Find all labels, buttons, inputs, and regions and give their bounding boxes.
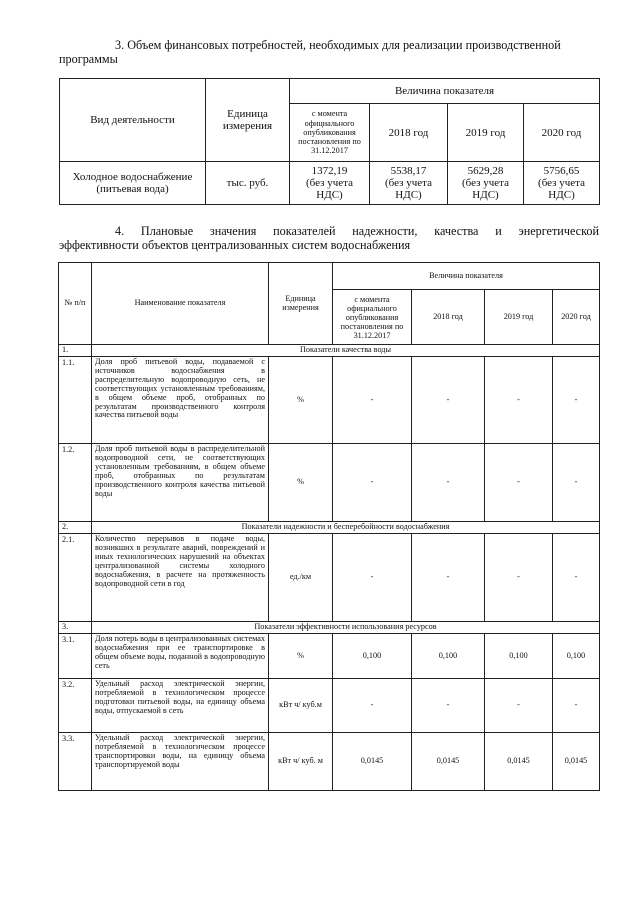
group-title: Показатели эффективности использования ресурсов [92,622,600,634]
col-name-header: Наименование показателя [92,263,269,345]
group-title: Показатели надежности и бесперебойности водоснабжения [92,522,600,534]
value-cell: 0,100 [553,634,600,679]
group-number: 3. [59,622,92,634]
unit-cell: % [269,634,333,679]
value-cell: - [333,534,412,622]
row-number: 1.2. [59,444,92,522]
group-row [59,622,600,634]
value-cell: - [485,534,553,622]
value-cell: 0,100 [412,634,485,679]
section4-heading-line1: 4. Плановые значения показателей надежности, качества и энергетической [115,224,599,238]
row-number: 1.1. [59,357,92,444]
row-number: 3.2. [59,679,92,733]
value-cell: - [485,679,553,733]
value-cell: - [412,444,485,522]
value-cell: 5629,28 (без учета НДС) [448,162,524,205]
table-row [59,679,600,733]
value-cell: - [553,357,600,444]
row-number: 2.1. [59,534,92,622]
section3-heading-line1: 3. Объем финансовых потребностей, необходимых для реализации производственной [115,38,561,52]
value-cell: 0,100 [333,634,412,679]
activity-cell: Холодное водоснабжение (питьевая вода) [60,162,206,205]
value-cell: - [333,679,412,733]
unit-cell: кВт ч/ куб. м [269,733,333,791]
indicator-name: Удельный расход электрической энергии, потребляемой в технологическом процессе подготовки питьевой воды, на единицу объема воды, отпускаемой в сеть [92,679,269,733]
unit-cell: кВт ч/ куб.м [269,679,333,733]
group-title: Показатели качества воды [92,345,600,357]
value-cell: - [412,534,485,622]
period-header: 2019 год [485,290,553,345]
col-value-header: Величина показателя [290,79,600,104]
section4-heading-line2: эффективности объектов централизованных систем водоснабжения [59,238,411,252]
section3-heading-line2: программы [59,52,118,66]
section4-heading [59,224,599,252]
indicator-name: Количество перерывов в подаче воды, возникших в результате аварий, повреждений и иных технологических нарушений на объектах централизованной системы холодного водоснабжения, в расчете на протяженность водопроводной сети в год [92,534,269,622]
indicator-name: Доля потерь воды в централизованных системах водоснабжения при ее транспортировке в общем объеме воды, поданной в водопроводную сеть [92,634,269,679]
unit-cell: % [269,444,333,522]
col-value-header: Величина показателя [333,263,600,290]
period-header: 2020 год [524,104,600,162]
table-row [59,733,600,791]
table-row [59,534,600,622]
col-no-header: № п/п [59,263,92,345]
value-cell: 5538,17 (без учета НДС) [370,162,448,205]
value-cell: 0,0145 [333,733,412,791]
value-cell: - [333,357,412,444]
period-header: с момента официального опубликования постановления по 31.12.2017 [333,290,412,345]
indicator-name: Удельный расход электрической энергии, потребляемой в технологическом процессе транспортировки воды, на единицу объема транспортируемой воды [92,733,269,791]
value-cell: - [553,444,600,522]
financial-needs-table [59,78,600,205]
section3-heading [59,38,599,66]
value-cell: 0,100 [485,634,553,679]
value-cell: - [485,357,553,444]
indicator-name: Доля проб питьевой воды, подаваемой с источников водоснабжения в распределительную водопроводную сеть, не соответствующих установленным требованиям, в общем объеме проб, отобранных по результатам производственного контроля качества питьевой воды [92,357,269,444]
value-cell: - [553,534,600,622]
period-header: 2019 год [448,104,524,162]
value-cell: - [412,679,485,733]
value-cell: - [485,444,553,522]
value-cell: 0,0145 [485,733,553,791]
col-unit-header: Единица измерения [269,263,333,345]
period-header: с момента официального опубликования постановления по 31.12.2017 [290,104,370,162]
group-row [59,522,600,534]
table-row [59,634,600,679]
indicators-table [58,262,600,791]
group-number: 1. [59,345,92,357]
table-row [60,162,600,205]
table-row [59,357,600,444]
period-header: 2018 год [412,290,485,345]
period-header: 2020 год [553,290,600,345]
unit-cell: % [269,357,333,444]
value-cell: 0,0145 [412,733,485,791]
table-row [59,444,600,522]
indicator-name: Доля проб питьевой воды в распределительной водопроводной сети, не соответствующих установленным требованиям, в общем объеме проб, отобранных по результатам производственного контроля качества питьевой воды [92,444,269,522]
value-cell: 0,0145 [553,733,600,791]
value-cell: 5756,65 (без учета НДС) [524,162,600,205]
col-activity-header: Вид деятельности [60,79,206,162]
period-header: 2018 год [370,104,448,162]
group-number: 2. [59,522,92,534]
row-number: 3.3. [59,733,92,791]
value-cell: - [553,679,600,733]
col-unit-header: Единица измерения [206,79,290,162]
unit-cell: тыс. руб. [206,162,290,205]
value-cell: 1372,19 (без учета НДС) [290,162,370,205]
value-cell: - [333,444,412,522]
row-number: 3.1. [59,634,92,679]
group-row [59,345,600,357]
unit-cell: ед./км [269,534,333,622]
value-cell: - [412,357,485,444]
